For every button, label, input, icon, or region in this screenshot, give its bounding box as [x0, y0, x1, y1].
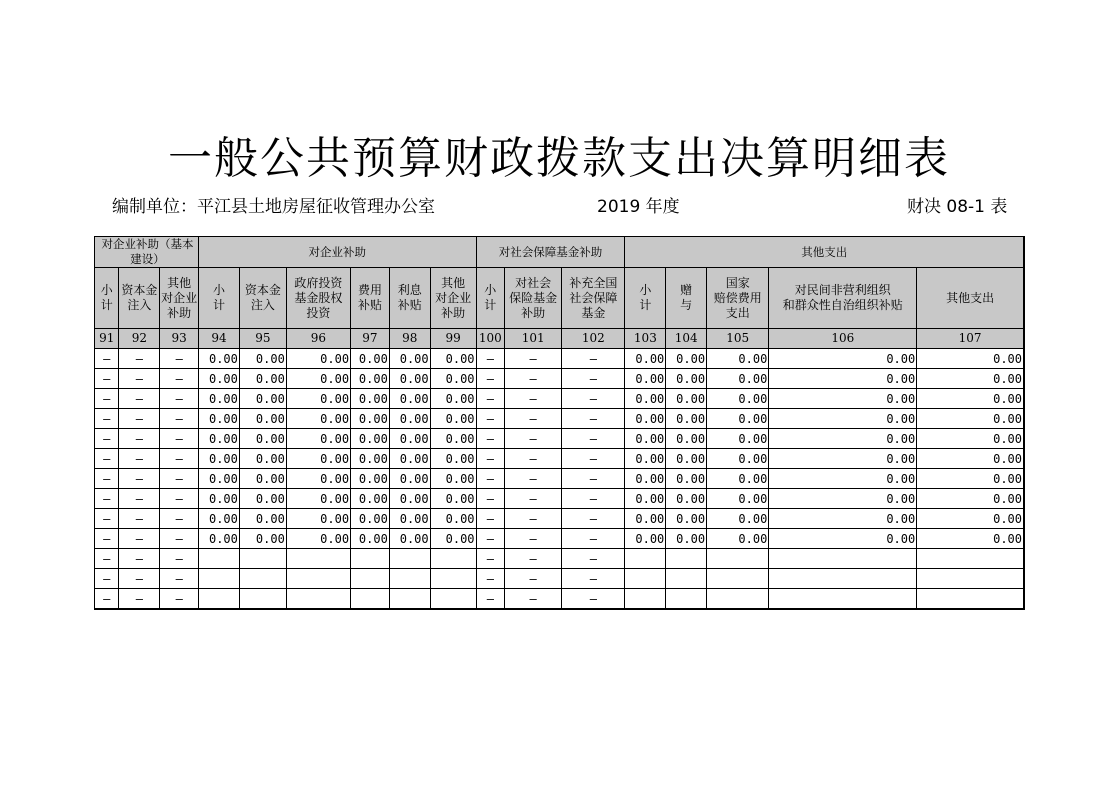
- table-cell: —: [476, 589, 505, 610]
- table-cell: —: [119, 369, 160, 389]
- table-cell: [239, 569, 286, 589]
- table-cell: 0.00: [917, 389, 1024, 409]
- header-column-cell: 资本金 注入: [119, 268, 160, 329]
- header-column-cell: 其他 对企业 补助: [160, 268, 199, 329]
- table-cell: —: [95, 569, 119, 589]
- table-cell: —: [562, 469, 625, 489]
- table-cell: 0.00: [199, 389, 240, 409]
- table-cell: 0.00: [351, 509, 390, 529]
- table-cell: 0.00: [769, 409, 917, 429]
- table-cell: 0.00: [239, 389, 286, 409]
- table-cell: [389, 589, 430, 610]
- table-cell: [769, 589, 917, 610]
- table-cell: [666, 549, 707, 569]
- table-cell: 0.00: [199, 369, 240, 389]
- table-cell: —: [119, 549, 160, 569]
- table-cell: [286, 569, 350, 589]
- table-cell: —: [95, 469, 119, 489]
- table-cell: 0.00: [389, 529, 430, 549]
- table-cell: 0.00: [286, 429, 350, 449]
- table-cell: 0.00: [430, 529, 476, 549]
- table-cell: 0.00: [917, 449, 1024, 469]
- reporting-unit: 编制单位：平江县土地房屋征收管理办公室: [112, 197, 435, 217]
- table-cell: 0.00: [625, 529, 666, 549]
- table-cell: 0.00: [351, 429, 390, 449]
- table-cell: —: [505, 589, 562, 610]
- table-cell: [239, 589, 286, 610]
- table-cell: 0.00: [286, 489, 350, 509]
- table-row: [95, 369, 1025, 389]
- table-cell: 0.00: [707, 489, 769, 509]
- header-column-cell: 对民间非营利组织 和群众性自治组织补贴: [769, 268, 917, 329]
- table-cell: —: [160, 449, 199, 469]
- table-row: [95, 449, 1025, 469]
- table-cell: 0.00: [625, 349, 666, 369]
- table-cell: [917, 589, 1024, 610]
- table-cell: —: [119, 409, 160, 429]
- table-cell: 0.00: [430, 389, 476, 409]
- table-cell: —: [476, 549, 505, 569]
- table-cell: 0.00: [389, 429, 430, 449]
- table-cell: 0.00: [707, 469, 769, 489]
- table-cell: —: [562, 349, 625, 369]
- table-cell: 0.00: [199, 509, 240, 529]
- table-cell: [351, 549, 390, 569]
- table-cell: 0.00: [707, 389, 769, 409]
- table-cell: [666, 589, 707, 610]
- table-cell: —: [119, 589, 160, 610]
- table-cell: [917, 569, 1024, 589]
- table-cell: 0.00: [389, 489, 430, 509]
- header-group-cell: 对企业补助（基本建设）: [95, 237, 199, 268]
- table-row: [95, 489, 1025, 509]
- table-cell: [707, 569, 769, 589]
- header-number-cell: 93: [160, 329, 199, 349]
- table-cell: [199, 569, 240, 589]
- table-cell: —: [119, 469, 160, 489]
- table-cell: —: [476, 569, 505, 589]
- table-cell: 0.00: [389, 349, 430, 369]
- table-cell: —: [160, 589, 199, 610]
- header-number-cell: 107: [917, 329, 1024, 349]
- table-cell: [351, 569, 390, 589]
- header-group-cell: 对社会保障基金补助: [476, 237, 625, 268]
- table-cell: 0.00: [430, 489, 476, 509]
- table-cell: [625, 589, 666, 610]
- header-column-row: [95, 268, 1025, 329]
- header-number-cell: 91: [95, 329, 119, 349]
- table-cell: —: [160, 489, 199, 509]
- table-cell: 0.00: [430, 369, 476, 389]
- page-title: 一般公共预算财政拨款支出决算明细表: [168, 133, 950, 184]
- table-cell: 0.00: [286, 469, 350, 489]
- table-cell: [769, 569, 917, 589]
- table-cell: —: [95, 549, 119, 569]
- table-cell: 0.00: [430, 449, 476, 469]
- table-cell: 0.00: [917, 529, 1024, 549]
- table-cell: —: [476, 389, 505, 409]
- table-cell: [625, 569, 666, 589]
- table-cell: —: [95, 409, 119, 429]
- table-cell: —: [95, 489, 119, 509]
- header-number-cell: 105: [707, 329, 769, 349]
- table-cell: 0.00: [239, 449, 286, 469]
- table-cell: —: [476, 449, 505, 469]
- table-cell: [239, 549, 286, 569]
- table-cell: 0.00: [769, 349, 917, 369]
- table-cell: —: [562, 369, 625, 389]
- table-cell: [917, 549, 1024, 569]
- table-cell: 0.00: [707, 409, 769, 429]
- table-cell: 0.00: [239, 489, 286, 509]
- table-cell: —: [160, 529, 199, 549]
- table-cell: 0.00: [239, 469, 286, 489]
- table-cell: —: [160, 389, 199, 409]
- table-cell: —: [505, 469, 562, 489]
- table-row: [95, 529, 1025, 549]
- fiscal-year: 2019 年度: [597, 197, 680, 217]
- table-cell: 0.00: [625, 449, 666, 469]
- table-cell: —: [160, 569, 199, 589]
- table-cell: —: [95, 509, 119, 529]
- table-cell: 0.00: [666, 449, 707, 469]
- table-cell: 0.00: [351, 409, 390, 429]
- table-cell: 0.00: [666, 429, 707, 449]
- table-cell: 0.00: [199, 529, 240, 549]
- header-column-cell: 资本金 注入: [239, 268, 286, 329]
- table-cell: [389, 549, 430, 569]
- table-cell: 0.00: [389, 369, 430, 389]
- table-cell: —: [476, 469, 505, 489]
- table-cell: 0.00: [769, 389, 917, 409]
- table-cell: —: [505, 549, 562, 569]
- table-cell: 0.00: [199, 449, 240, 469]
- table-cell: —: [95, 589, 119, 610]
- table-cell: 0.00: [707, 449, 769, 469]
- table-row: [95, 569, 1025, 589]
- table-cell: —: [476, 429, 505, 449]
- table-cell: —: [119, 429, 160, 449]
- table-cell: 0.00: [239, 529, 286, 549]
- table-cell: [707, 589, 769, 610]
- table-cell: 0.00: [430, 469, 476, 489]
- header-number-cell: 104: [666, 329, 707, 349]
- table-cell: 0.00: [666, 529, 707, 549]
- header-column-cell: 补充全国 社会保障 基金: [562, 268, 625, 329]
- table-cell: [389, 569, 430, 589]
- header-column-cell: 利息 补贴: [389, 268, 430, 329]
- header-column-cell: 其他支出: [917, 268, 1024, 329]
- table-row: [95, 349, 1025, 369]
- table-cell: 0.00: [625, 509, 666, 529]
- table-cell: —: [505, 369, 562, 389]
- table-cell: —: [119, 569, 160, 589]
- table-cell: —: [505, 529, 562, 549]
- table-cell: 0.00: [351, 369, 390, 389]
- table-cell: 0.00: [707, 369, 769, 389]
- table-cell: [199, 549, 240, 569]
- table-cell: 0.00: [707, 529, 769, 549]
- table-cell: —: [505, 409, 562, 429]
- table-cell: —: [160, 369, 199, 389]
- table-cell: 0.00: [239, 509, 286, 529]
- table-cell: —: [160, 469, 199, 489]
- header-number-cell: 101: [505, 329, 562, 349]
- header-number-cell: 103: [625, 329, 666, 349]
- table-cell: —: [95, 349, 119, 369]
- table-cell: 0.00: [389, 389, 430, 409]
- table-cell: 0.00: [351, 489, 390, 509]
- table-cell: —: [505, 489, 562, 509]
- table-cell: 0.00: [917, 429, 1024, 449]
- table-cell: 0.00: [625, 409, 666, 429]
- header-column-cell: 对社会 保险基金 补助: [505, 268, 562, 329]
- header-number-cell: 92: [119, 329, 160, 349]
- table-cell: —: [562, 489, 625, 509]
- table-cell: 0.00: [389, 509, 430, 529]
- table-cell: —: [476, 349, 505, 369]
- header-number-cell: 98: [389, 329, 430, 349]
- table-cell: 0.00: [769, 429, 917, 449]
- table-cell: 0.00: [917, 509, 1024, 529]
- table-cell: [769, 549, 917, 569]
- table-cell: 0.00: [286, 509, 350, 529]
- table-cell: [430, 549, 476, 569]
- header-column-cell: 国家 赔偿费用 支出: [707, 268, 769, 329]
- table-cell: 0.00: [769, 489, 917, 509]
- table-row: [95, 409, 1025, 429]
- table-cell: 0.00: [625, 469, 666, 489]
- table-cell: —: [160, 429, 199, 449]
- table-cell: 0.00: [199, 349, 240, 369]
- table-cell: —: [562, 389, 625, 409]
- table-cell: 0.00: [769, 369, 917, 389]
- table-cell: —: [160, 349, 199, 369]
- table-cell: 0.00: [625, 489, 666, 509]
- table-row: [95, 429, 1025, 449]
- table-cell: [666, 569, 707, 589]
- table-row: [95, 389, 1025, 409]
- table-cell: 0.00: [286, 369, 350, 389]
- table-cell: —: [95, 429, 119, 449]
- table-cell: [351, 589, 390, 610]
- table-cell: —: [562, 549, 625, 569]
- table-cell: —: [119, 389, 160, 409]
- header-number-cell: 106: [769, 329, 917, 349]
- table-cell: 0.00: [666, 369, 707, 389]
- table-cell: —: [505, 389, 562, 409]
- header-number-cell: 96: [286, 329, 350, 349]
- table-row: [95, 509, 1025, 529]
- header-group-cell: 其他支出: [625, 237, 1024, 268]
- table-cell: 0.00: [666, 349, 707, 369]
- table-cell: —: [562, 449, 625, 469]
- table-cell: 0.00: [430, 409, 476, 429]
- table-cell: —: [476, 509, 505, 529]
- table-cell: 0.00: [917, 369, 1024, 389]
- table-cell: 0.00: [707, 429, 769, 449]
- table-cell: —: [95, 389, 119, 409]
- table-cell: —: [119, 449, 160, 469]
- expenditure-detail-table: [94, 236, 1025, 610]
- header-column-cell: 赠 与: [666, 268, 707, 329]
- table-cell: —: [562, 589, 625, 610]
- table-cell: 0.00: [286, 389, 350, 409]
- table-cell: 0.00: [286, 449, 350, 469]
- table-cell: 0.00: [625, 389, 666, 409]
- table-cell: —: [476, 409, 505, 429]
- table-cell: —: [119, 529, 160, 549]
- table-cell: —: [160, 549, 199, 569]
- table-cell: [707, 549, 769, 569]
- table-cell: 0.00: [707, 349, 769, 369]
- header-group-row: [95, 237, 1025, 268]
- table-cell: 0.00: [917, 349, 1024, 369]
- table-cell: —: [505, 569, 562, 589]
- table-cell: —: [562, 529, 625, 549]
- table-cell: 0.00: [199, 469, 240, 489]
- table-cell: 0.00: [917, 489, 1024, 509]
- table-cell: 0.00: [199, 429, 240, 449]
- table-cell: [199, 589, 240, 610]
- header-column-cell: 小 计: [95, 268, 119, 329]
- table-cell: —: [119, 509, 160, 529]
- table-cell: —: [95, 529, 119, 549]
- header-number-row: [95, 329, 1025, 349]
- table-cell: [430, 589, 476, 610]
- table-cell: 0.00: [351, 469, 390, 489]
- table-cell: 0.00: [769, 509, 917, 529]
- table-cell: 0.00: [666, 469, 707, 489]
- header-column-cell: 费用 补贴: [351, 268, 390, 329]
- table-cell: [286, 549, 350, 569]
- table-cell: —: [160, 409, 199, 429]
- table-cell: 0.00: [625, 429, 666, 449]
- table-cell: 0.00: [286, 409, 350, 429]
- header-column-cell: 其他 对企业 补助: [430, 268, 476, 329]
- table-cell: —: [476, 529, 505, 549]
- table-row: [95, 469, 1025, 489]
- table-cell: [430, 569, 476, 589]
- header-number-cell: 97: [351, 329, 390, 349]
- table-cell: 0.00: [769, 529, 917, 549]
- table-cell: 0.00: [917, 469, 1024, 489]
- form-number: 财决 08-1 表: [907, 197, 1008, 217]
- table-cell: —: [95, 449, 119, 469]
- table-cell: 0.00: [666, 489, 707, 509]
- table-cell: —: [562, 509, 625, 529]
- table-cell: [286, 589, 350, 610]
- table-cell: 0.00: [430, 429, 476, 449]
- header-column-cell: 政府投资 基金股权 投资: [286, 268, 350, 329]
- table-cell: 0.00: [430, 349, 476, 369]
- table-cell: 0.00: [769, 469, 917, 489]
- table-cell: 0.00: [389, 409, 430, 429]
- table-cell: 0.00: [351, 389, 390, 409]
- table-cell: 0.00: [707, 509, 769, 529]
- table-cell: —: [119, 489, 160, 509]
- table-cell: —: [119, 349, 160, 369]
- table-cell: 0.00: [430, 509, 476, 529]
- table-cell: 0.00: [625, 369, 666, 389]
- table-cell: —: [562, 429, 625, 449]
- table-cell: —: [562, 569, 625, 589]
- table-cell: 0.00: [239, 369, 286, 389]
- table-cell: —: [505, 349, 562, 369]
- table-cell: —: [505, 429, 562, 449]
- header-column-cell: 小 计: [625, 268, 666, 329]
- table-cell: [625, 549, 666, 569]
- table-cell: 0.00: [389, 449, 430, 469]
- table-cell: 0.00: [199, 489, 240, 509]
- table-cell: 0.00: [199, 409, 240, 429]
- table-cell: —: [505, 449, 562, 469]
- table-cell: —: [160, 509, 199, 529]
- table-cell: 0.00: [389, 469, 430, 489]
- header-number-cell: 99: [430, 329, 476, 349]
- table-cell: 0.00: [666, 389, 707, 409]
- table-cell: —: [476, 369, 505, 389]
- table-cell: 0.00: [666, 509, 707, 529]
- table-cell: —: [95, 369, 119, 389]
- table-cell: 0.00: [666, 409, 707, 429]
- table-cell: —: [476, 489, 505, 509]
- table-cell: 0.00: [239, 429, 286, 449]
- table-cell: 0.00: [239, 349, 286, 369]
- table-cell: 0.00: [351, 349, 390, 369]
- table-cell: 0.00: [239, 409, 286, 429]
- table-row: [95, 589, 1025, 610]
- table-cell: —: [562, 409, 625, 429]
- table-cell: 0.00: [286, 349, 350, 369]
- header-number-cell: 100: [476, 329, 505, 349]
- table-cell: —: [505, 509, 562, 529]
- header-column-cell: 小 计: [199, 268, 240, 329]
- header-number-cell: 102: [562, 329, 625, 349]
- table-cell: 0.00: [769, 449, 917, 469]
- header-group-cell: 对企业补助: [199, 237, 476, 268]
- header-number-cell: 94: [199, 329, 240, 349]
- table-cell: 0.00: [917, 409, 1024, 429]
- table-cell: 0.00: [351, 449, 390, 469]
- table-cell: 0.00: [351, 529, 390, 549]
- table-row: [95, 549, 1025, 569]
- table-cell: 0.00: [286, 529, 350, 549]
- header-number-cell: 95: [239, 329, 286, 349]
- header-column-cell: 小 计: [476, 268, 505, 329]
